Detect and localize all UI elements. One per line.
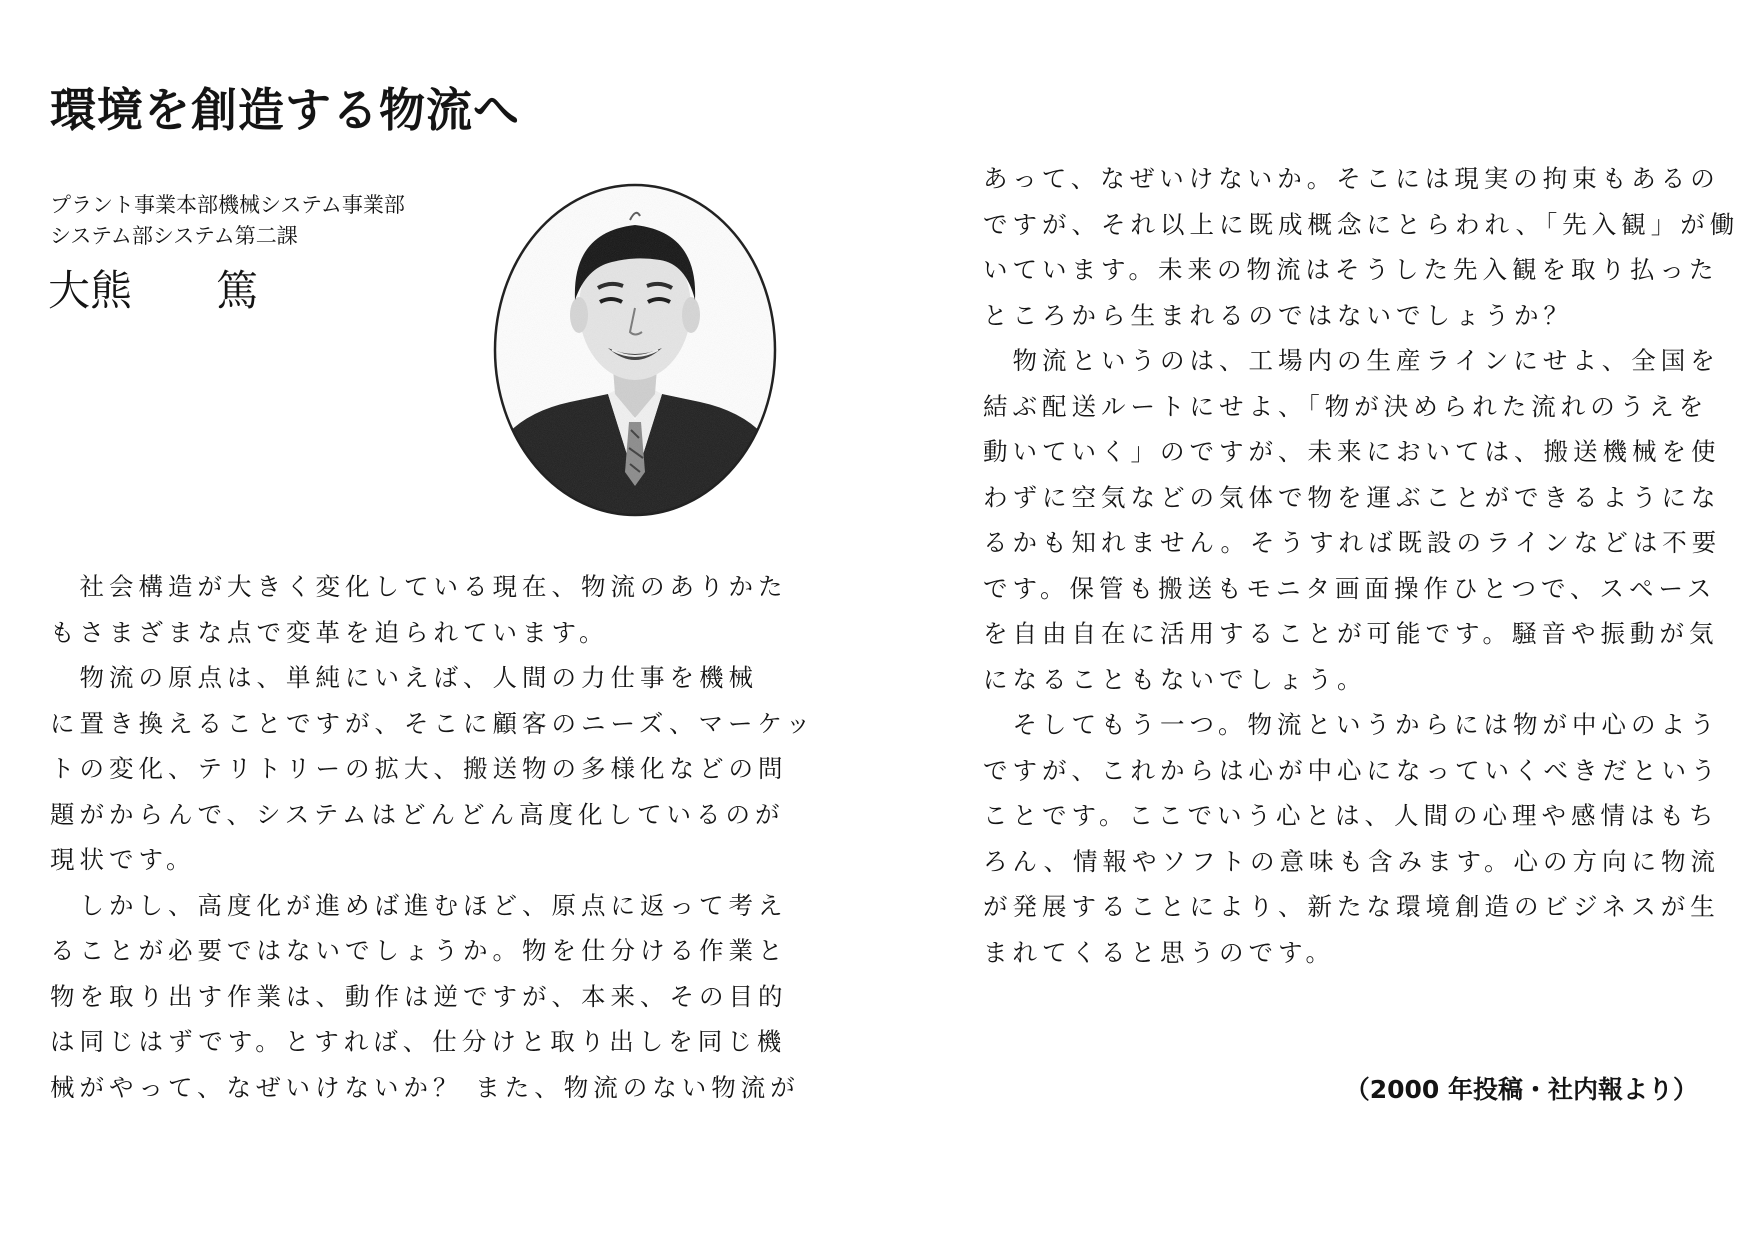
body-text-line: 物流というのは、工場内の生産ラインにせよ、全国を: [983, 346, 1720, 375]
body-text-line: になることもないでしょう。: [983, 664, 1367, 694]
author-department: [50, 190, 405, 252]
body-text-line: 題がからんで、システムはどんどん高度化しているのが: [50, 799, 785, 829]
body-text-line: そしてもう一つ。物流というからには物が中心のよう: [983, 710, 1720, 739]
body-text-line: に置き換えることですが、そこに顧客のニーズ、マーケッ: [50, 708, 816, 738]
body-text-line: が発展することにより、新たな環境創造のビジネスが生: [983, 892, 1720, 921]
body-text-line: もさまざまな点で変革を迫られています。: [50, 617, 609, 647]
body-text-line: ですが、これからは心が中心になっていくべきだという: [983, 755, 1721, 785]
body-text-line: いています。未来の物流はそうした先入観を取り払った: [983, 255, 1719, 284]
body-text-line: 械がやって、なぜいけないか？ また、物流のない物流が: [50, 1072, 800, 1102]
body-text-line: まれてくると思うのです。: [983, 937, 1336, 967]
body-column-right: [983, 156, 1740, 975]
body-text-line: るかも知れません。そうすれば既設のラインなどは不要: [983, 528, 1722, 557]
body-text-line: ろん、情報やソフトの意味も含みます。心の方向に物流: [983, 846, 1721, 876]
body-text-line: トの変化、テリトリーの拡大、搬送物の多様化などの問: [50, 754, 788, 783]
body-text-line: あって、なぜいけないか。そこには現実の拘束もあるの: [983, 164, 1720, 193]
body-text-line: 現状です。: [50, 845, 196, 874]
department-line: プラント事業本部機械システム事業部: [50, 193, 405, 217]
author-name: 大熊 篤: [48, 266, 259, 315]
body-text-line: 物流の原点は、単純にいえば、人間の力仕事を機械: [50, 663, 758, 692]
body-text-line: 動いていく」のですが、未来においては、搬送機械を使: [983, 437, 1721, 466]
body-text-line: ることが必要ではないでしょうか。物を仕分ける作業と: [50, 936, 788, 965]
body-text-line: 社会構造が大きく変化している現在、物流のありかた: [50, 572, 788, 601]
body-column-left: [50, 564, 816, 1110]
author-portrait: [490, 180, 780, 520]
body-text-line: を自由自在に活用することが可能です。騒音や振動が気: [983, 619, 1719, 648]
article-title: 環境を創造する物流へ: [50, 83, 520, 137]
body-text-line: 物を取り出す作業は、動作は逆ですが、本来、その目的: [50, 981, 788, 1011]
body-text-line: ですが、それ以上に既成概念にとらわれ、「先入観」が働: [983, 209, 1740, 239]
body-text-line: ところから生まれるのではないでしょうか？: [983, 300, 1573, 330]
body-text-line: です。保管も搬送もモニタ画面操作ひとつで、スペース: [983, 573, 1717, 603]
body-text-line: しかし、高度化が進めば進むほど、原点に返って考え: [50, 890, 788, 920]
body-text-line: わずに空気などの気体で物を運ぶことができるようにな: [983, 482, 1721, 512]
department-line: システム部システム第二課: [50, 224, 298, 248]
body-text-line: ことです。ここでいう心とは、人間の心理や感情はもち: [983, 801, 1719, 830]
source-credit: （2000 年投稿・社内報より）: [1344, 1075, 1698, 1104]
body-text-line: は同じはずです。とすれば、仕分けと取り出しを同じ機: [50, 1027, 787, 1056]
body-text-line: 結ぶ配送ルートにせよ、「物が決められた流れのうえを: [983, 391, 1709, 421]
